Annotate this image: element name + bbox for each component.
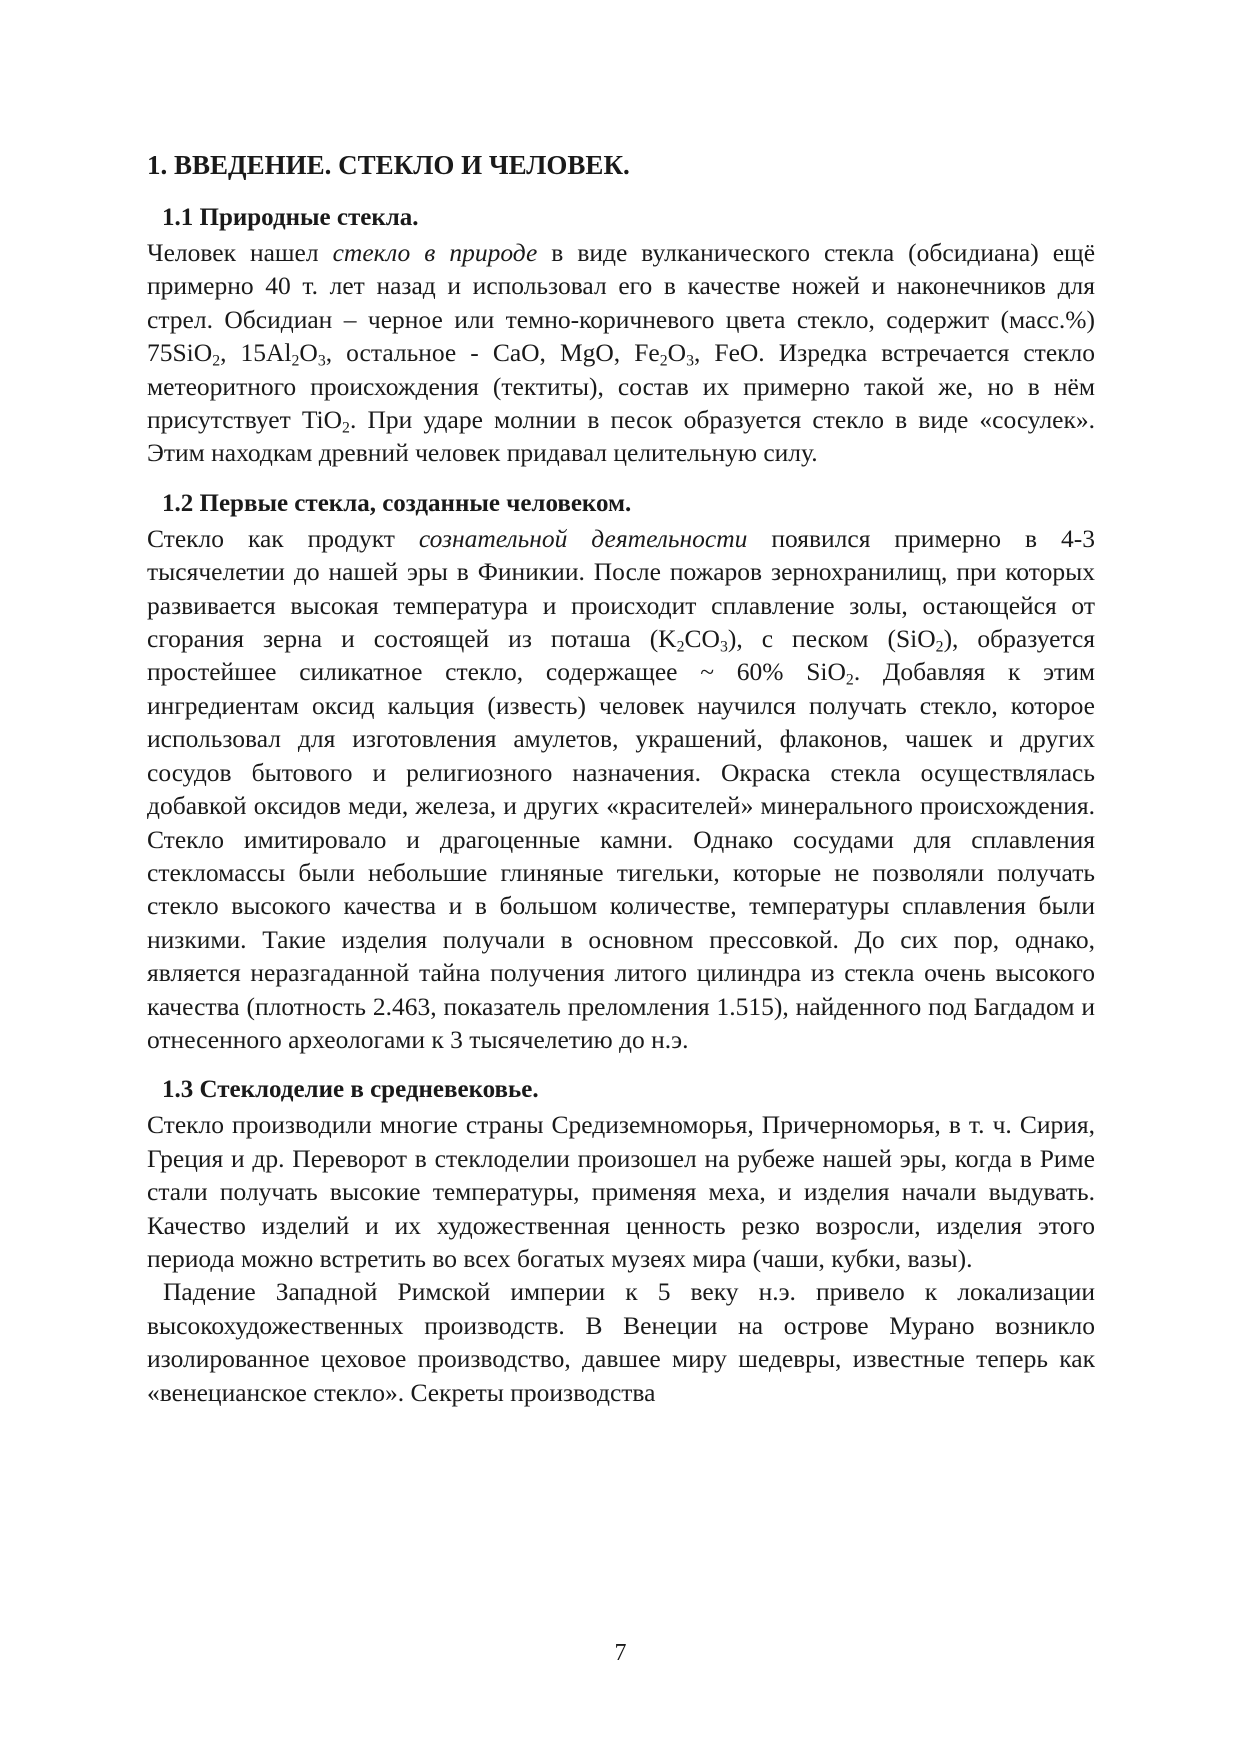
text-run: . При ударе молнии в песок образуется стекло в виде «сосулек». Этим находкам древний человек придавал целительную силу. [147,405,1095,468]
section-title: 1.1 Природные стекла. [162,204,419,231]
subscript: 2 [291,352,300,370]
text-run: Стекло производили многие страны Средиземноморья, Причерноморья, в т. ч. Сирия, Греция и др. Переворот в стеклоделии произошел на рубеже нашей эры, когда в Риме стали получать высокие температуры, применяя меха, и изделия начали выдувать. Качество изделий и их художественная ценность резко возросли, изделия этого периода можно встретить во всех богатых музеях мира (чаши, кубки, вазы). [147,1110,1095,1273]
text-run: в виде вулканического стекла (обсидиана) ещё примерно 40 т. лет назад и использовал его в качестве ножей и наконечников для стрел. Обсидиан – черное или темно-коричневого цвета стекло, содержит (масс.%) 75SiO [147,238,1096,368]
subscript: 3 [719,638,728,656]
text-run: O [299,338,318,368]
emphasis-text: стекло в природе [332,238,538,267]
subscript: 2 [212,352,221,370]
text-run: ), с песком (SiO [727,624,936,654]
text-run: , остальное - CaO, MgO, Fe [325,338,660,368]
text-run: CO [684,624,720,654]
emphasis-text: сознательной деятельности [418,523,748,553]
text-run: . Добавляя к этим ингредиентам оксид кальция (известь) человек научился получать стекло, которое использовал для изготовления амулетов, украшений, флаконов, чашек и других сосудов бытового и религиозного назначения. Окраска стекла осуществлялась добавкой оксидов меди, железа, и других «красителей» минерального происхождения. Стекло имитировало и драгоценные камни. Однако сосудами для сплавления стекломассы были небольшие глиняные тигельки, которые не позволяли получать стекло высокого качества и в большом количестве, температуры сплавления были низкими. Такие изделия получали в основном прессовкой. До сих пор, однако, является неразгаданной тайна получения литого цилиндра из стекла очень высокого качества (плотность 2.463, показатель преломления 1.515), найденного под Багдадом и отнесенного археологами к 3 тысячелетию до н.э. [147,657,1095,1054]
chapter-title: 1. ВВЕДЕНИЕ. СТЕКЛО И ЧЕЛОВЕК. [147,150,630,180]
page-number: 7 [614,1640,627,1666]
subscript: 2 [342,419,350,437]
section [147,202,1095,470]
section [147,1074,1095,1409]
subscript: 3 [686,352,694,370]
page-content [147,148,1095,1427]
section [147,488,1095,1057]
subscript: 2 [676,638,685,656]
section-title: 1.3 Стеклоделие в средневековье. [162,1076,539,1104]
sections-container [147,202,1095,1409]
text-run: Человек нашел [147,238,333,267]
text-run: Стекло как продукт [147,523,419,553]
subscript: 2 [935,638,944,656]
paragraph [147,1108,1095,1275]
subscript: 2 [845,671,854,689]
paragraph [147,236,1095,470]
text-run: , FeO. Изредка встречается стекло метеоритного происхождения (тектиты), состав их примерно такой же, но в нём присутствует TiO [147,338,1096,435]
paragraph [147,1275,1095,1409]
text-run: появился примерно в 4-3 тысячелетии до нашей эры в Финикии. После пожаров зернохранилищ, при которых развивается высокая температура и происходит сплавление золы, остающейся от сгорания зерна и состоящей из поташа (K [147,523,1095,654]
subscript: 2 [659,352,668,370]
text-run: , 15Al [220,338,292,368]
section-title: 1.2 Первые стекла, созданные человеком. [162,489,632,517]
paragraph [147,522,1095,1057]
subscript: 3 [317,352,326,370]
text-run: Падение Западной Римской империи к 5 веку н.э. привело к локализации высокохудожественных производств. В Венеции на острове Мурано возникло изолированное цеховое производство, давшее миру шедевры, известные теперь как «венецианское стекло». Секреты производства [147,1277,1095,1407]
text-run: ), образуется простейшее силикатное стекло, содержащее ~ 60% SiO [147,624,1095,687]
text-run: O [667,338,687,368]
